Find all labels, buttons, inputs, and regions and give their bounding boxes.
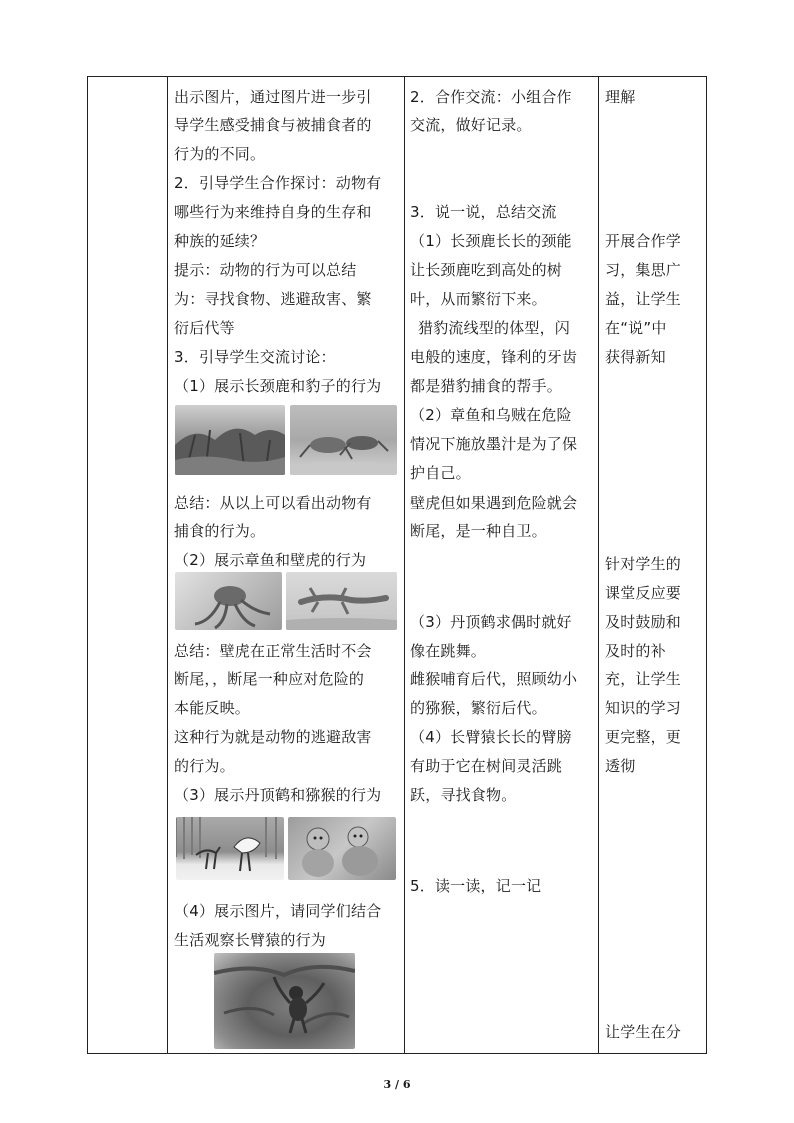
text-line: 2．合作交流：小组合作 [410,88,572,106]
text-line: 课堂反应要 [605,584,682,602]
octopus-photo [175,572,282,630]
text-line: 习，集思广 [605,261,682,279]
text-line: （1）长颈鹿长长的颈能 [410,232,572,250]
text-line: 种族的延续？ [174,232,266,250]
text-line: 本能反映。 [174,699,251,717]
text-line: 情况下施放墨汁是为了保 [410,435,578,453]
text-line: 知识的学习 [605,699,682,717]
text-line: 护自己。 [410,464,471,482]
text-line: 总结：从以上可以看出动物有 [174,494,372,512]
text-line: 的猕猴，繁衍后代。 [410,699,547,717]
text-line: 3．说一说，总结交流 [410,203,557,221]
text-line: 电般的速度，锋利的牙齿 [410,348,578,366]
text-line: 更完整，更 [605,728,682,746]
text-line: 让长颈鹿吃到高处的树 [410,261,563,279]
text-line: 让学生在分 [605,1023,682,1041]
cheetah-illustration [290,405,397,475]
text-line: 导学生感受捕食与被捕食者的 [174,116,372,134]
giraffe-illustration [175,405,285,475]
text-line: 交流，做好记录。 [410,116,532,134]
octopus-illustration [175,572,282,630]
text-line: 断尾，是一种自卫。 [410,522,547,540]
text-line: （3）丹顶鹤求偶时就好 [410,613,572,631]
column-divider [598,77,599,1053]
text-line: 透彻 [605,757,636,775]
text-line: 雌猴哺育后代，照顾幼小 [410,670,578,688]
text-line: 5．读一读，记一记 [410,877,542,895]
gecko-photo [286,572,397,630]
text-line: 2．引导学生合作探讨：动物有 [174,174,382,192]
text-line: 生活观察长臂猿的行为 [174,931,327,949]
text-line: 及时的补 [605,642,666,660]
macaque-photo [288,817,396,880]
text-line: 断尾，，断尾一种应对危险的 [174,670,365,688]
text-line: 及时鼓励和 [605,613,682,631]
page-number: 3 / 6 [383,1078,411,1091]
text-line: 衍后代等 [174,319,235,337]
crane-illustration [176,817,284,880]
text-line: 3．引导学生交流讨论： [174,348,336,366]
text-line: 有助于它在树间灵活跳 [410,757,563,775]
crane-photo [176,817,284,880]
text-line: 充，让学生 [605,670,682,688]
text-line: 都是猎豹捕食的帮手。 [410,377,563,395]
text-line: 出示图片，通过图片进一步引 [174,88,372,106]
text-line: 针对学生的 [605,555,682,573]
text-line: 提示：动物的行为可以总结 [174,261,357,279]
text-line: （2）展示章鱼和壁虎的行为 [174,551,367,569]
text-line: 获得新知 [605,348,666,366]
macaque-illustration [288,817,396,880]
text-line: 为：寻找食物、逃避敌害、繁 [174,290,372,308]
text-line: （4）展示图片，请同学们结合 [174,902,382,920]
text-line: 理解 [605,88,636,106]
gibbon-photo [214,953,355,1049]
giraffe-photo [175,405,285,475]
text-line: 总结：壁虎在正常生活时不会 [174,642,372,660]
text-line: （1）展示长颈鹿和豹子的行为 [174,377,382,395]
text-line: 猎豹流线型的体型，闪 [418,319,571,337]
text-line: 行为的不同。 [174,145,266,163]
text-line: 的行为。 [174,757,235,775]
text-line: 益，让学生 [605,290,682,308]
text-line: 捕食的行为。 [174,522,266,540]
text-line: （4）长臂猿长长的臂膀 [410,728,572,746]
text-line: 跃，寻找食物。 [410,786,517,804]
cheetah-photo [290,405,397,475]
column-divider [167,77,168,1053]
text-line: 开展合作学 [605,232,682,250]
text-line: 像在跳舞。 [410,642,487,660]
text-line: （2）章鱼和乌贼在危险 [410,406,572,424]
column-divider [404,77,405,1053]
gecko-illustration [286,572,397,630]
gibbon-illustration [214,953,355,1049]
text-line: 这种行为就是动物的逃避敌害 [174,728,372,746]
text-line: 叶，从而繁衍下来。 [410,290,547,308]
text-line: 壁虎但如果遇到危险就会 [410,494,578,512]
text-line: 在“说”中 [605,319,667,337]
text-line: 哪些行为来维持自身的生存和 [174,203,372,221]
text-line: （3）展示丹顶鹤和猕猴的行为 [174,786,382,804]
